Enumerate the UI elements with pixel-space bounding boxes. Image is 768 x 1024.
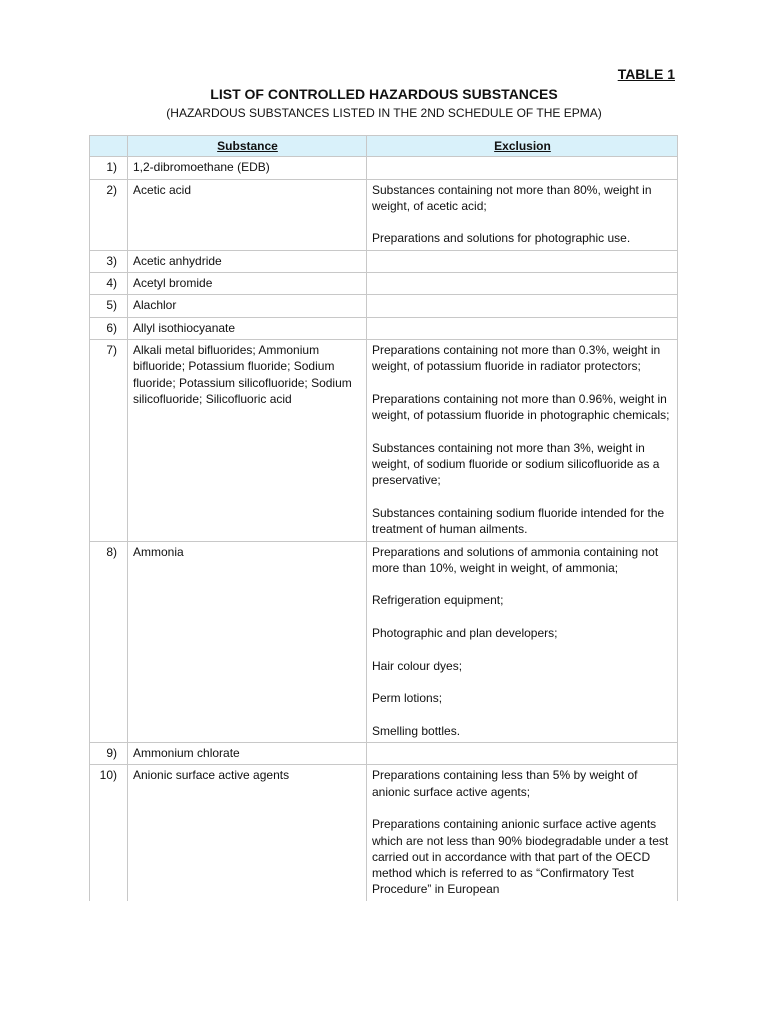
exclusion-paragraph: Smelling bottles. <box>372 723 461 738</box>
table-row <box>90 765 678 901</box>
document-title: LIST OF CONTROLLED HAZARDOUS SUBSTANCES <box>210 86 558 102</box>
exclusion-paragraph: Refrigeration equipment; <box>372 593 504 608</box>
substance-cell: 1,2-dibromoethane (EDB) <box>128 157 367 179</box>
exclusion-cell <box>367 339 678 541</box>
exclusion-paragraph: Preparations containing not more than 0.3%, weight in weight, of potassium fluoride in radiator protectors; <box>372 342 661 374</box>
exclusion-cell <box>367 743 678 765</box>
table-row <box>90 273 678 295</box>
row-number: 10) <box>90 765 128 901</box>
exclusion-paragraph: Preparations and solutions for photographic use. <box>372 231 631 246</box>
row-number: 6) <box>90 317 128 339</box>
table-row <box>90 743 678 765</box>
exclusion-paragraph: Preparations and solutions of ammonia containing not more than 10%, weight in weight, of ammonia; <box>372 544 659 575</box>
substance-cell: Anionic surface active agents <box>128 765 367 901</box>
exclusion-cell <box>367 541 678 743</box>
exclusion-cell <box>367 295 678 317</box>
substance-cell: Acetic anhydride <box>128 250 367 272</box>
row-number: 8) <box>90 541 128 743</box>
table-body <box>90 157 678 901</box>
exclusion-paragraph: Substances containing sodium fluoride intended for the treatment of human ailments. <box>372 505 665 537</box>
exclusion-paragraph: Preparations containing anionic surface active agents which are not less than 90% biodegradable under a test carried out in accordance with that part of the OECD method which is referred to as “Confirmatory Test Procedure” in European <box>372 817 669 897</box>
substance-cell: Allyl isothiocyanate <box>128 317 367 339</box>
row-number: 1) <box>90 157 128 179</box>
row-number: 5) <box>90 295 128 317</box>
header-exclusion: Exclusion <box>367 136 678 157</box>
exclusion-paragraph: Preparations containing less than 5% by weight of anionic surface active agents; <box>372 768 638 799</box>
document-subtitle: (HAZARDOUS SUBSTANCES LISTED IN THE 2ND SCHEDULE OF THE EPMA) <box>166 106 602 120</box>
exclusion-cell <box>367 273 678 295</box>
exclusion-paragraph: Perm lotions; <box>372 691 443 706</box>
table-header-row <box>90 136 678 157</box>
exclusion-paragraph: Substances containing not more than 3%, weight in weight, of sodium fluoride or sodium silicofluoride as a preservative; <box>372 440 660 488</box>
table-row <box>90 157 678 179</box>
substance-cell: Alkali metal bifluorides; Ammonium bifluoride; Potassium fluoride; Sodium fluoride; Potassium silicofluoride; Sodium silicofluoride; Silicofluoric acid <box>128 339 367 541</box>
substance-cell: Acetic acid <box>128 179 367 250</box>
exclusion-cell <box>367 317 678 339</box>
table-row <box>90 250 678 272</box>
exclusion-paragraph: Photographic and plan developers; <box>372 626 558 641</box>
exclusion-cell <box>367 157 678 179</box>
substance-cell: Alachlor <box>128 295 367 317</box>
exclusion-cell <box>367 179 678 250</box>
table-row <box>90 317 678 339</box>
row-number: 4) <box>90 273 128 295</box>
row-number: 7) <box>90 339 128 541</box>
exclusion-paragraph: Hair colour dyes; <box>372 658 463 673</box>
exclusion-paragraph: Substances containing not more than 80%, weight in weight, of acetic acid; <box>372 182 652 213</box>
row-number: 9) <box>90 743 128 765</box>
substance-cell: Ammonium chlorate <box>128 743 367 765</box>
table-row <box>90 541 678 743</box>
table-row <box>90 295 678 317</box>
hazardous-substances-table <box>89 135 678 901</box>
exclusion-paragraph: Preparations containing not more than 0.96%, weight in weight, of potassium fluoride in photographic chemicals; <box>372 391 670 423</box>
table-number-label: TABLE 1 <box>617 66 675 82</box>
substance-cell: Ammonia <box>128 541 367 743</box>
row-number: 2) <box>90 179 128 250</box>
header-substance: Substance <box>128 136 367 157</box>
substance-cell: Acetyl bromide <box>128 273 367 295</box>
table-row <box>90 339 678 541</box>
table-row <box>90 179 678 250</box>
header-number <box>90 136 128 157</box>
exclusion-cell <box>367 765 678 901</box>
exclusion-cell <box>367 250 678 272</box>
row-number: 3) <box>90 250 128 272</box>
